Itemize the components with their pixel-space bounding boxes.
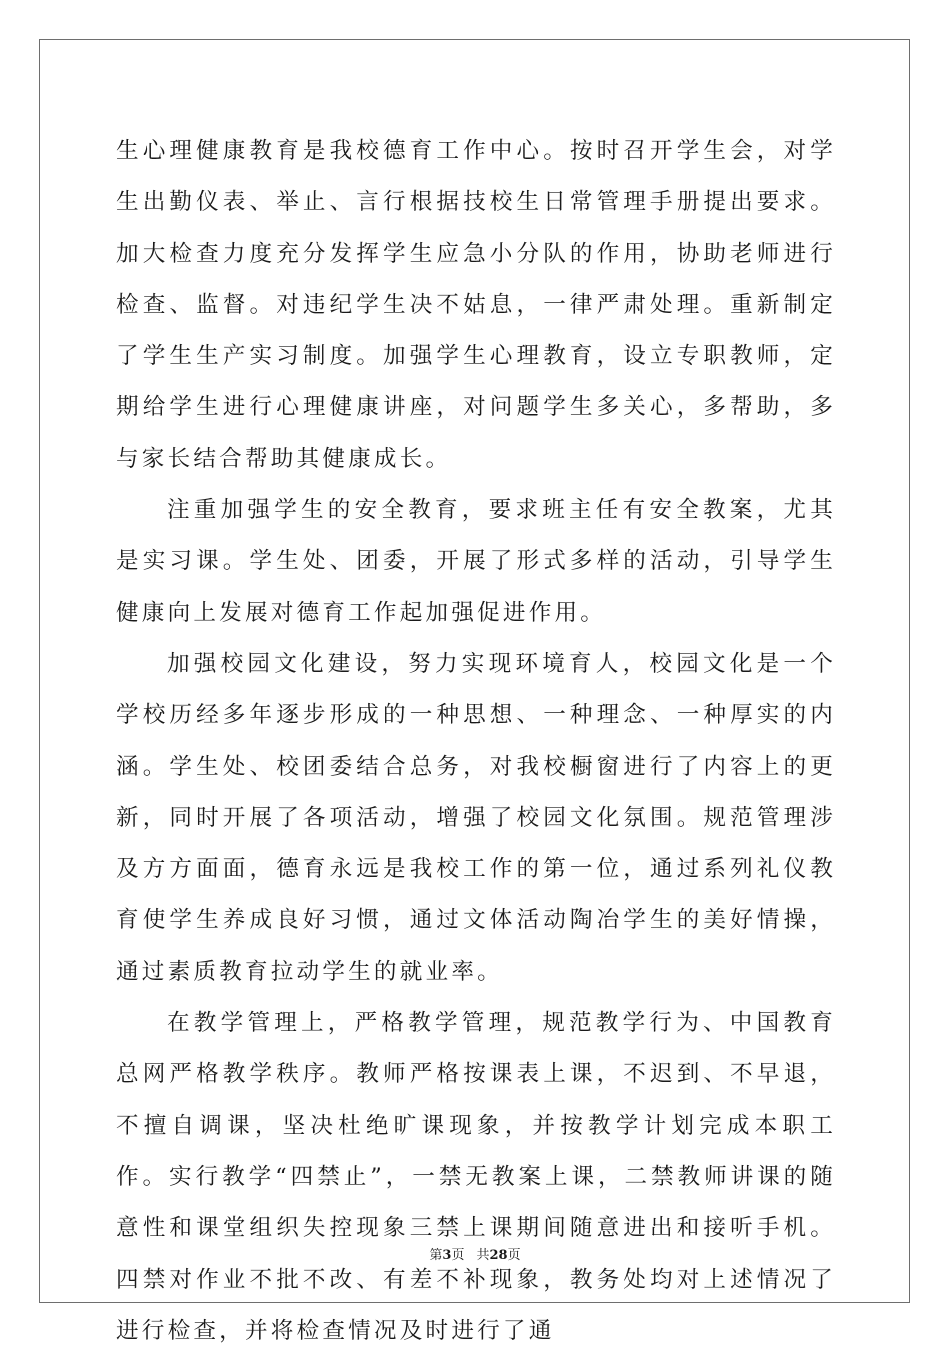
page-suffix: 页 bbox=[451, 1248, 465, 1263]
document-body bbox=[116, 126, 836, 1357]
paragraph-4: 在教学管理上，严格教学管理，规范教学行为、中国教育总网严格教学秩序。教师严格按课表上课，不迟到、不早退，不擅自调课，坚决杜绝旷课现象，并按教学计划完成本职工作。实行教学“四禁止”，一禁无教案上课，二禁教师讲课的随意性和课堂组织失控现象三禁上课期间随意进出和接听手机。四禁对作业不批不改、有差不补现象，教务处均对上述情况了进行检查，并将检查情况及时进行了通 bbox=[116, 1010, 836, 1344]
paragraph-3: 加强校园文化建设，努力实现环境育人，校园文化是一个学校历经多年逐步形成的一种思想、一种理念、一种厚实的内涵。学生处、校团委结合总务，对我校橱窗进行了内容上的更新，同时开展了各项活动，增强了校园文化氛围。规范管理涉及方方面面，德育永远是我校工作的第一位，通过系列礼仪教育使学生养成良好习惯，通过文体活动陶冶学生的美好情操，通过素质教育拉动学生的就业率。 bbox=[116, 650, 836, 985]
page-number: 3 bbox=[442, 1248, 452, 1263]
page-indicator bbox=[429, 1248, 464, 1263]
paragraph-2: 注重加强学生的安全教育，要求班主任有安全教案，尤其是实习课。学生处、团委，开展了形式多样的活动，引导学生健康向上发展对德育工作起加强促进作用。 bbox=[116, 497, 836, 626]
total-indicator bbox=[476, 1248, 520, 1263]
total-prefix: 共 bbox=[476, 1248, 490, 1263]
total-pages: 28 bbox=[489, 1248, 508, 1263]
page-footer bbox=[0, 1244, 950, 1263]
total-suffix: 页 bbox=[507, 1248, 521, 1263]
page-prefix: 第 bbox=[429, 1248, 443, 1263]
paragraph-1: 生心理健康教育是我校德育工作中心。按时召开学生会，对学生出勤仪表、举止、言行根据技校生日常管理手册提出要求。加大检查力度充分发挥学生应急小分队的作用，协助老师进行检查、监督。对违纪学生决不姑息，一律严肃处理。重新制定了学生生产实习制度。加强学生心理教育，设立专职教师，定期给学生进行心理健康讲座，对问题学生多关心，多帮助，多与家长结合帮助其健康成长。 bbox=[116, 138, 836, 472]
